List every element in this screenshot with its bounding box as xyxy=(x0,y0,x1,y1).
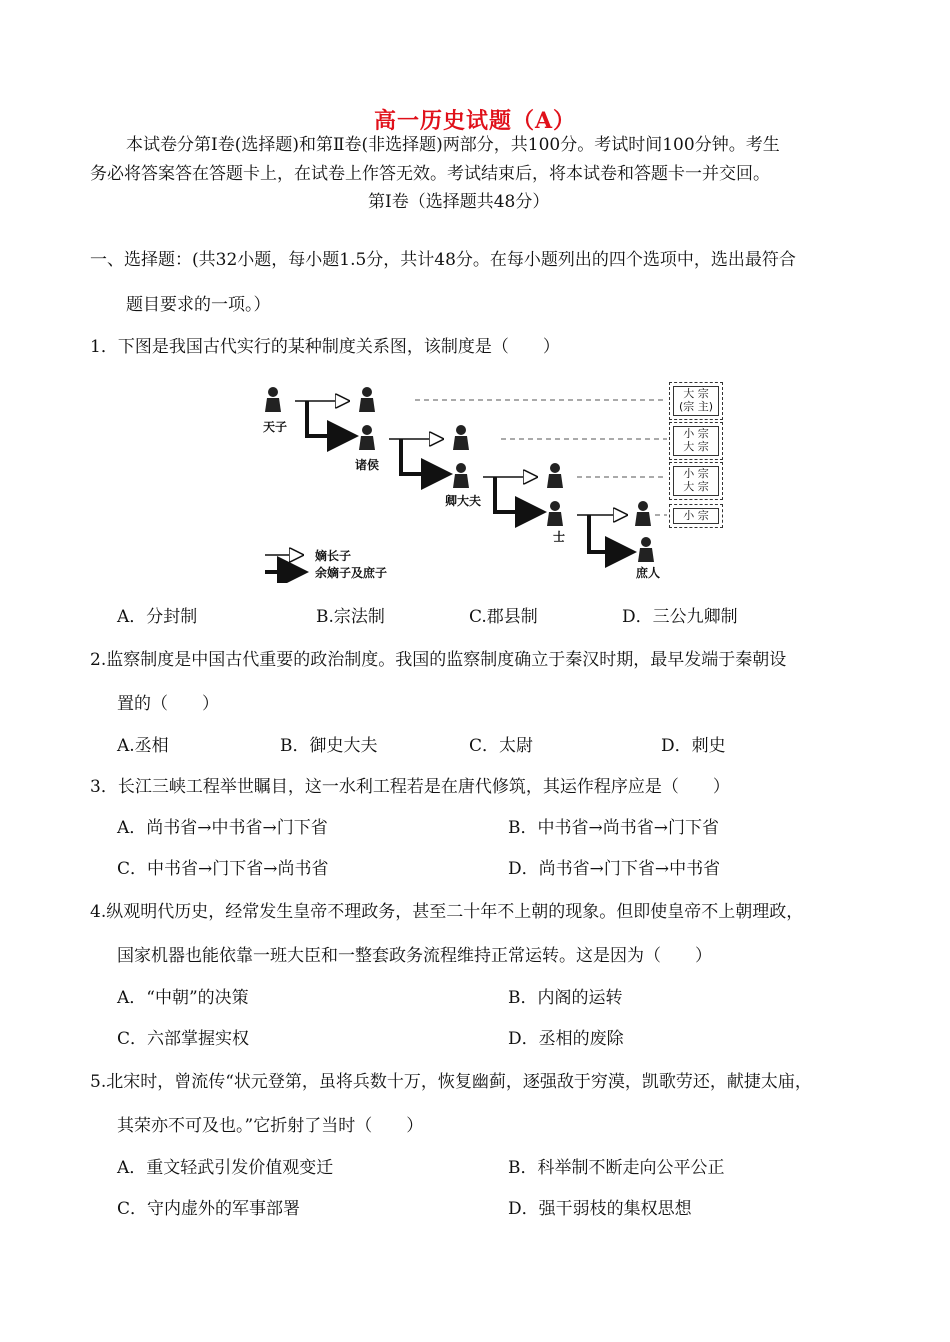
box-1-top-text: 大 宗 xyxy=(683,387,709,400)
box-4-text: 小 宗 xyxy=(683,509,709,522)
q2-option-c: C．太尉 xyxy=(469,736,534,756)
person-figures xyxy=(265,387,654,562)
q1-option-c: C.郡县制 xyxy=(469,607,538,627)
label-shi: 士 xyxy=(553,530,566,544)
question-3-stem: 3．长江三峡工程举世瞩目，这一水利工程若是在唐代修筑，其运作程序应是（ ） xyxy=(90,777,730,797)
q3-option-b: B．中书省→尚书省→门下省 xyxy=(508,818,719,838)
q4-option-b: B．内阁的运转 xyxy=(508,988,623,1008)
clan-system-diagram xyxy=(255,378,730,583)
q2-option-a: A.丞相 xyxy=(117,736,169,756)
box-3-bottom-text: 大 宗 xyxy=(683,480,709,493)
section-instruction-line-2: 题目要求的一项。） xyxy=(126,295,271,315)
box-2-top-text: 小 宗 xyxy=(683,427,709,440)
legend-other-sons: 余嫡子及庶子 xyxy=(315,566,388,580)
q1-option-d: D．三公九卿制 xyxy=(622,607,738,627)
q4-option-a: A．“中朝”的决策 xyxy=(117,988,249,1008)
q3-option-c: C．中书省→门下省→尚书省 xyxy=(117,859,329,879)
label-qingdafu: 卿大夫 xyxy=(445,494,482,508)
q5-option-a: A．重文轻武引发价值观变迁 xyxy=(117,1158,334,1178)
q1-option-b: B.宗法制 xyxy=(316,607,385,627)
box-3-top-text: 小 宗 xyxy=(683,467,709,480)
label-shuren: 庶人 xyxy=(636,566,661,580)
box-great-lineage-head xyxy=(669,382,723,420)
question-2-stem-line-2: 置的（ ） xyxy=(117,694,219,714)
question-5-stem-line-1: 5.北宋时，曾流传“状元登第，虽将兵数十万，恢复幽蓟，逐强敌于穷漠，凯歌劳还，献捷太庙， xyxy=(90,1072,812,1092)
question-1-stem: 1．下图是我国古代实行的某种制度关系图，该制度是（ ） xyxy=(90,337,560,357)
intro-line-1: 本试卷分第Ⅰ卷(选择题)和第Ⅱ卷(非选择题)两部分，共100分。考试时间100分钟。考生 xyxy=(126,135,780,155)
q4-option-c: C．六部掌握实权 xyxy=(117,1029,250,1049)
box-1-bottom-text: (宗 主) xyxy=(678,400,714,413)
box-minor-4 xyxy=(669,504,723,528)
question-5-stem-line-2: 其荣亦不可及也。”它折射了当时（ ） xyxy=(117,1116,424,1136)
question-4-stem-line-1: 4.纵观明代历史，经常发生皇帝不理政务，甚至二十年不上朝的现象。但即使皇帝不上朝理政， xyxy=(90,902,804,922)
box-minor-great-2 xyxy=(669,422,723,460)
box-2-bottom-text: 大 宗 xyxy=(683,440,709,453)
label-zhuhou: 诸侯 xyxy=(355,458,380,472)
q5-option-c: C．守内虚外的军事部署 xyxy=(117,1199,301,1219)
box-minor-great-3 xyxy=(669,462,723,500)
page-title: 高一历史试题（A） xyxy=(373,108,577,134)
legend-arrows xyxy=(265,555,301,572)
q2-option-d: D．刺史 xyxy=(661,736,726,756)
label-tianzi: 天子 xyxy=(263,420,288,434)
q4-option-d: D．丞相的废除 xyxy=(508,1029,624,1049)
q1-option-a: A．分封制 xyxy=(117,607,198,627)
question-4-stem-line-2: 国家机器也能依靠一班大臣和一整套政务流程维持正常运转。这是因为（ ） xyxy=(117,946,712,966)
q2-option-b: B．御史大夫 xyxy=(280,736,378,756)
q3-option-d: D．尚书省→门下省→中书省 xyxy=(508,859,721,879)
section-instruction-line-1: 一、选择题：(共32小题，每小题1.5分，共计48分。在每小题列出的四个选项中，选出最符合 xyxy=(90,250,796,270)
question-2-stem-line-1: 2.监察制度是中国古代重要的政治制度。我国的监察制度确立于秦汉时期，最早发端于秦朝设 xyxy=(90,650,787,670)
volume-heading: 第Ⅰ卷（选择题共48分） xyxy=(368,192,550,212)
intro-line-2: 务必将答案答在答题卡上，在试卷上作答无效。考试结束后，将本试卷和答题卡一并交回。 xyxy=(90,164,770,184)
q3-option-a: A．尚书省→中书省→门下省 xyxy=(117,818,328,838)
legend-eldest-son: 嫡长子 xyxy=(315,549,352,563)
q5-option-d: D．强干弱枝的集权思想 xyxy=(508,1199,692,1219)
q5-option-b: B．科举制不断走向公平公正 xyxy=(508,1158,725,1178)
